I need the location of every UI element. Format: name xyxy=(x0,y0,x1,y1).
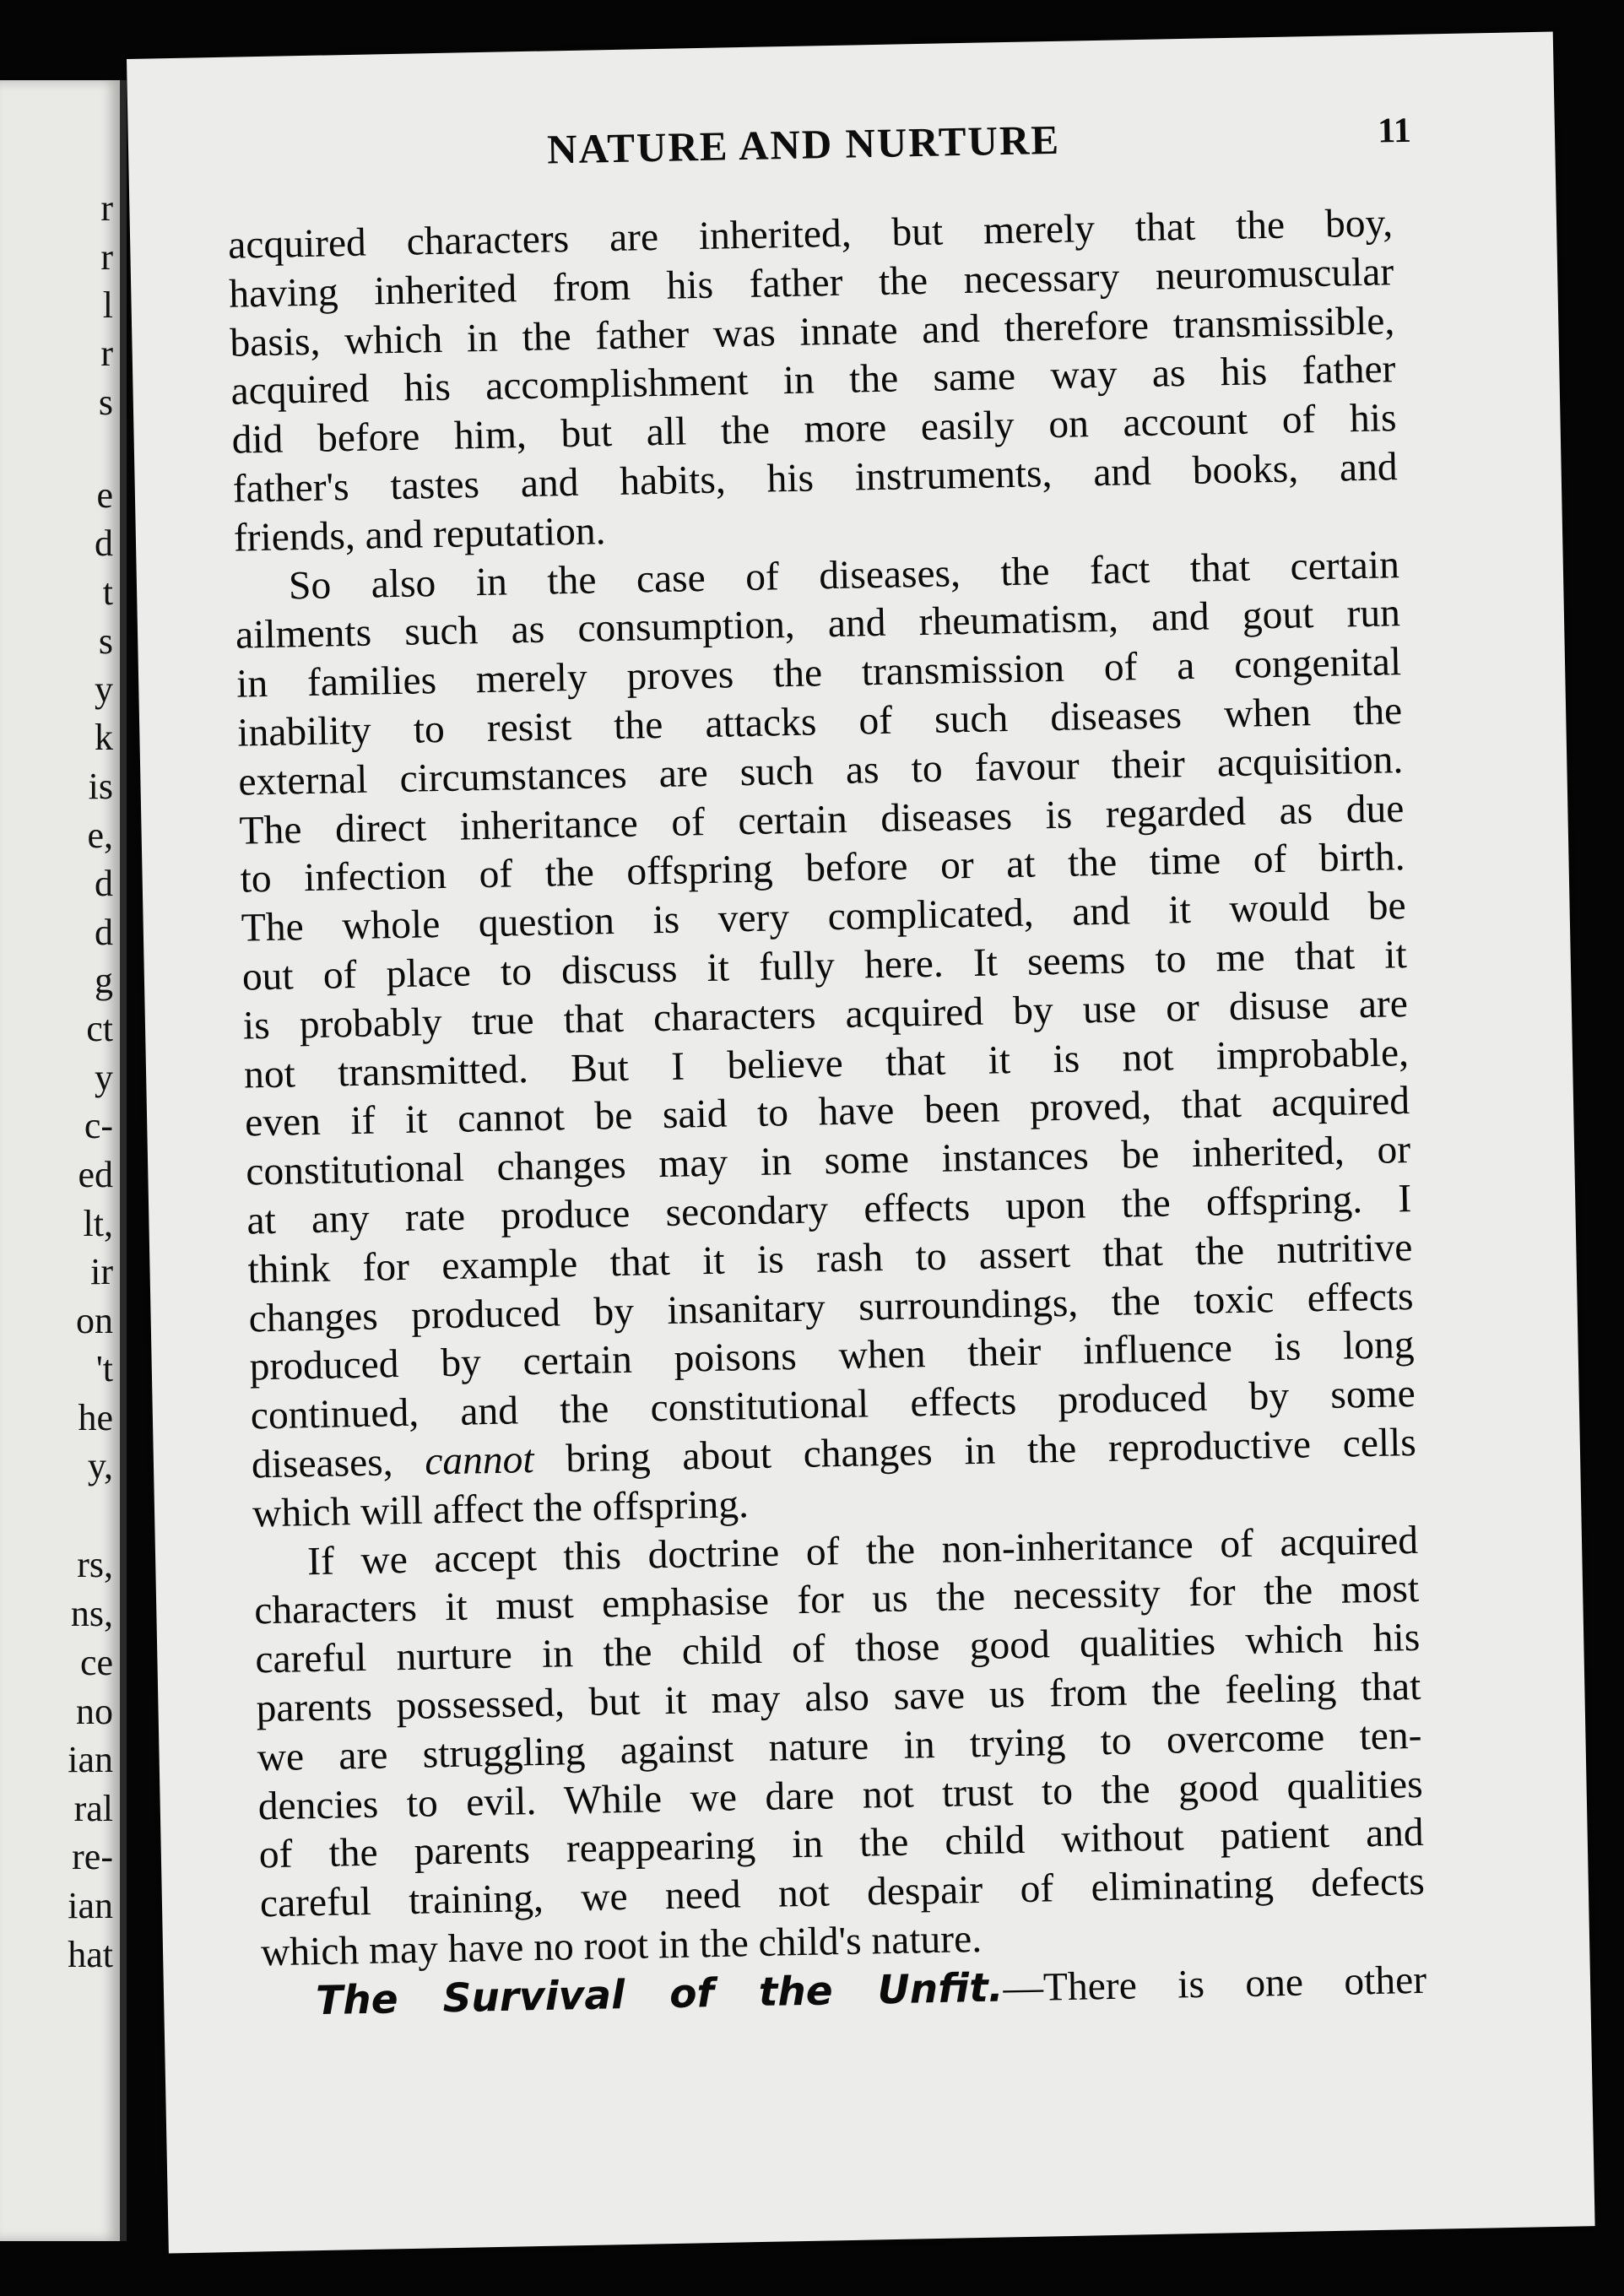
left-page-fragment: is xyxy=(88,766,113,807)
text-line: think for example that it is rash to assert that the nutritive xyxy=(247,1225,1413,1292)
left-page-fragment: e xyxy=(96,474,113,516)
body-text xyxy=(228,199,1427,2028)
paragraph-2 xyxy=(234,541,1417,1539)
text-line: is probably true that characters acquired by use or disuse are xyxy=(242,981,1409,1048)
text-line: dencies to evil. While we dare not trust to the good qualities xyxy=(257,1762,1424,1828)
left-page-fragment: 't xyxy=(95,1348,113,1389)
text-line: not transmitted. But I believe that it is not improbable, xyxy=(243,1030,1410,1097)
left-page-fragment: ian xyxy=(68,1885,113,1926)
text-line: did before him, but all the more easily on account of his xyxy=(231,396,1397,463)
left-page-fragment: r xyxy=(100,236,113,278)
text-line: The direct inheritance of certain diseases is regarded as due xyxy=(239,786,1405,853)
left-page-fragment: y xyxy=(95,1057,113,1098)
text-line: friends, and reputation. xyxy=(233,508,606,560)
text-line: careful nurture in the child of those good qualities which his xyxy=(254,1616,1421,1682)
text-line: continued, and the constitutional effects produced by some xyxy=(250,1372,1416,1438)
text-line: having inherited from his father the necessary neuromuscular xyxy=(228,250,1394,317)
text-line: The whole question is very complicated, and it would be xyxy=(241,884,1407,950)
text-line: acquired his accomplishment in the same way as his father xyxy=(230,347,1396,414)
left-page-fragment: y xyxy=(95,669,113,710)
left-page-fragment: re- xyxy=(72,1836,113,1877)
left-page-fragment: hat xyxy=(68,1934,113,1975)
text-line: basis, which in the father was innate and therefore transmissible, xyxy=(229,298,1395,366)
text-line: characters it must emphasise for us the necessity for the most xyxy=(253,1567,1420,1633)
left-page-fragment: no xyxy=(76,1691,113,1732)
left-page-fragment: lt, xyxy=(83,1203,113,1244)
left-page-fragment: r xyxy=(100,333,113,374)
left-page-fragment: ral xyxy=(73,1788,113,1829)
left-page-fragment: ns, xyxy=(70,1593,113,1634)
left-page-fragment: t xyxy=(102,571,113,613)
previous-page-edge xyxy=(0,80,120,2241)
left-page-fragment: y, xyxy=(87,1445,113,1486)
left-page-fragment: on xyxy=(76,1300,113,1341)
left-page-fragment: e, xyxy=(87,815,113,856)
left-page-fragment: k xyxy=(95,717,113,758)
emphasis-word: cannot xyxy=(424,1437,535,1484)
text-line: inability to resist the attacks of such diseases when the xyxy=(236,689,1403,755)
text-line: out of place to discuss it fully here. It seems to me that it xyxy=(241,933,1408,999)
text-line: even if it cannot be said to have been proved, that acquired xyxy=(244,1079,1410,1145)
text-line: at any rate produce secondary effects upon the offspring. I xyxy=(246,1176,1412,1243)
running-title: NATURE AND NURTURE xyxy=(546,116,1061,173)
left-page-fragment: ct xyxy=(86,1008,113,1049)
text-line: If we accept this doctrine of the non-inheritance of acquired xyxy=(306,1518,1419,1584)
left-page-fragment: l xyxy=(102,284,113,326)
text-line: which may have no root in the child's nature. xyxy=(260,1916,983,1975)
text-line: which will affect the offspring. xyxy=(252,1481,750,1536)
left-page-fragment: r xyxy=(100,187,113,229)
text-run: bring about changes in the reproductive cells xyxy=(533,1420,1417,1481)
left-page-fragment: ir xyxy=(90,1251,113,1292)
paragraph-3 xyxy=(253,1516,1426,1978)
text-line: father's tastes and habits, his instruments, and books, and xyxy=(232,445,1399,512)
left-page-fragment: ed xyxy=(78,1154,113,1195)
text-run: diseases, xyxy=(251,1439,425,1487)
left-page-fragment: d xyxy=(95,863,113,904)
page-number: 11 xyxy=(1377,111,1412,151)
left-page-fragment: c- xyxy=(84,1105,113,1146)
text-line: careful training, we need not despair of eliminating defects xyxy=(259,1859,1426,1926)
text-line: parents possessed, but it may also save us from the feeling that xyxy=(256,1664,1421,1731)
left-page-fragment: s xyxy=(98,382,113,423)
text-line: in families merely proves the transmission of a congenital xyxy=(235,640,1402,707)
text-line: produced by certain poisons when their influence is long xyxy=(249,1323,1416,1389)
book-gutter xyxy=(120,80,127,2241)
text-line: ailments such as consumption, and rheumatism, and gout run xyxy=(235,591,1401,658)
text-run: —There is one other xyxy=(1003,1958,1427,2011)
text-line: acquired characters are inherited, but merely that the boy, xyxy=(227,201,1394,268)
text-line: to infection of the offspring before or at the time of birth. xyxy=(240,835,1405,902)
text-line: changes produced by insanitary surroundings, the toxic effects xyxy=(248,1274,1414,1341)
text-line: of the parents reappearing in the child without patient and xyxy=(258,1811,1425,1877)
text-line: constitutional changes may in some instances be inherited, or xyxy=(245,1128,1411,1194)
left-page-fragment: he xyxy=(78,1397,113,1438)
book-page xyxy=(127,32,1595,2254)
text-line: we are struggling against nature in trying to overcome ten- xyxy=(257,1713,1422,1780)
left-page-fragment: rs, xyxy=(77,1544,113,1585)
paragraph-1 xyxy=(228,199,1399,563)
left-page-fragment: ian xyxy=(68,1739,113,1780)
left-page-fragment: s xyxy=(98,620,113,662)
left-page-fragment: g xyxy=(95,960,113,1001)
page-header xyxy=(213,108,1463,191)
section-heading: The Survival of the Unfit. xyxy=(315,1964,1004,2024)
left-page-fragment: d xyxy=(95,523,113,564)
left-page-fragment: ce xyxy=(79,1642,113,1683)
text-line: external circumstances are such as to favour their acquisition. xyxy=(237,737,1404,804)
left-page-fragment: d xyxy=(95,912,113,953)
text-line: So also in the case of diseases, the fact that certain xyxy=(288,542,1400,609)
